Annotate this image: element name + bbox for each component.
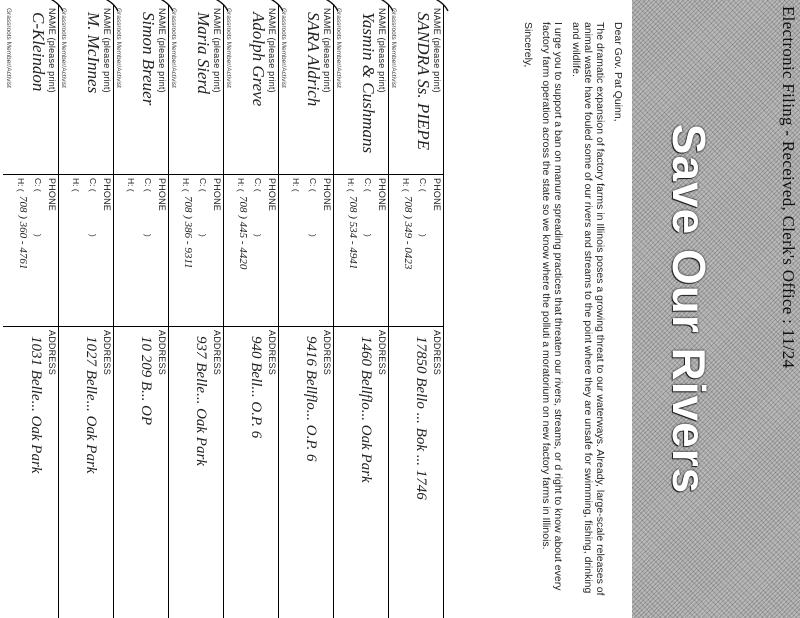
name-label: NAME (please print): [377, 8, 387, 93]
cell-phone-close: ): [418, 234, 428, 237]
cell-phone-close: ): [363, 234, 373, 237]
signature-row: [333, 4, 389, 618]
cell-phone-close: ): [198, 234, 208, 237]
name-label: NAME (please print): [47, 8, 57, 93]
signer-address: 1031 Belle... Oak Park: [28, 336, 44, 474]
signature-row: [278, 4, 334, 618]
letter-salutation: Dear Gov. Pat Quinn,: [612, 22, 624, 122]
home-phone-prefix: H: (: [181, 178, 191, 192]
address-cell: [388, 326, 443, 618]
home-phone-value: 708 ) 445 - 4420: [237, 196, 249, 270]
home-phone-value: 708 ) 534 - 4941: [347, 196, 359, 270]
member-sublabel: Grassroots Member/Activist: [225, 8, 232, 88]
signature-row: [58, 4, 114, 618]
cell-phone-prefix: C: (: [88, 178, 98, 192]
member-sublabel: Grassroots Member/Activist: [115, 8, 122, 88]
signature-row: [113, 4, 169, 618]
name-label: NAME (please print): [322, 8, 332, 93]
home-phone-prefix: H: (: [401, 178, 411, 192]
address-cell: [113, 326, 168, 618]
address-cell: [333, 326, 388, 618]
signer-name: SARA Aldrich: [304, 12, 323, 107]
phone-label: PHONE: [322, 178, 332, 212]
phone-label: PHONE: [47, 178, 57, 212]
petition-letter: [516, 22, 624, 607]
home-phone-value: 708 ) 349 - 0423: [402, 196, 414, 270]
phone-label: PHONE: [157, 178, 167, 212]
member-sublabel: Grassroots Member/Activist: [280, 8, 287, 88]
cell-phone-prefix: C: (: [143, 178, 153, 192]
address-label: ADDRESS: [432, 330, 442, 375]
phone-label: PHONE: [377, 178, 387, 212]
member-sublabel: Grassroots Member/Activist: [390, 8, 397, 88]
home-phone-value: 708 ) 386 - 9311: [182, 196, 194, 269]
name-cell: [58, 4, 113, 175]
address-cell: [278, 326, 333, 618]
home-phone-prefix: H: (: [346, 178, 356, 192]
member-sublabel: Grassroots Member/Activist: [170, 8, 177, 88]
home-phone-prefix: H: (: [71, 178, 81, 192]
letter-paragraph-1: The dramatic expansion of factory farms in Illinois poses a growing threat to our waterways. Already, large-scale releases of animal waste have fouled some of our rivers and streams to the point where they are unsafe for swimming, fishing, drinking and wildlife.: [570, 22, 606, 596]
signer-name: Simon Breuer: [139, 12, 158, 106]
member-sublabel: Grassroots Member/Activist: [60, 8, 67, 88]
letter-closing: Sincerely,: [522, 22, 534, 68]
phone-cell: [168, 174, 223, 327]
name-label: NAME (please print): [267, 8, 277, 93]
phone-cell: [278, 174, 333, 327]
signer-address: 937 Belle... Oak Park: [193, 336, 209, 466]
phone-label: PHONE: [102, 178, 112, 212]
address-label: ADDRESS: [212, 330, 222, 375]
name-cell: [223, 4, 278, 175]
phone-label: PHONE: [267, 178, 277, 212]
signer-name: Adolph Greve: [249, 12, 268, 107]
address-label: ADDRESS: [267, 330, 277, 375]
home-phone-prefix: H: (: [236, 178, 246, 192]
phone-cell: [333, 174, 388, 327]
phone-cell: [388, 174, 443, 327]
cell-phone-close: ): [253, 234, 263, 237]
name-cell: [3, 4, 58, 175]
signer-address: 17850 Bello ... Bok ... 1746: [413, 336, 429, 500]
signature-row: [388, 4, 444, 618]
phone-cell: [58, 174, 113, 327]
home-phone-value: 708 ) 360 - 4761: [17, 196, 29, 270]
cell-phone-close: ): [88, 234, 98, 237]
title-banner: [632, 0, 800, 618]
filing-stamp: Electronic Filing - Received, Clerk's Office : 11/24: [779, 6, 798, 369]
address-label: ADDRESS: [157, 330, 167, 375]
name-cell: [113, 4, 168, 175]
cell-phone-close: ): [143, 234, 153, 237]
letter-paragraph-2: I urge you to support a ban on manure spreading practices that threaten our rivers, streams, or d right to know about every factory farm operation across the state so we know where the polluti a moratorium on new factory farms in Illinois.: [540, 22, 564, 591]
signer-address: 9416 Bellflo... O.P. 6: [303, 336, 319, 462]
signer-address: 1460 Bellflo... Oak Park: [358, 336, 374, 483]
signer-address: 1027 Belle... Oak Park: [83, 336, 99, 474]
signer-name: M. McInnes: [84, 12, 103, 94]
cell-phone-prefix: C: (: [308, 178, 318, 192]
page-title: Save Our Rivers: [663, 123, 715, 495]
name-label: NAME (please print): [212, 8, 222, 93]
address-label: ADDRESS: [322, 330, 332, 375]
cell-phone-prefix: C: (: [253, 178, 263, 192]
member-sublabel: Grassroots Member/Activist: [5, 8, 12, 88]
name-label: NAME (please print): [432, 8, 442, 93]
name-label: NAME (please print): [102, 8, 112, 93]
home-phone-prefix: H: (: [291, 178, 301, 192]
cell-phone-close: ): [308, 234, 318, 237]
name-label: NAME (please print): [157, 8, 167, 93]
signer-name: Yasmin & Cushmans: [359, 12, 378, 154]
phone-label: PHONE: [432, 178, 442, 212]
cell-phone-close: ): [33, 234, 43, 237]
phone-label: PHONE: [212, 178, 222, 212]
address-label: ADDRESS: [377, 330, 387, 375]
address-cell: [223, 326, 278, 618]
signature-form: [0, 4, 444, 618]
address-cell: [3, 326, 58, 618]
signer-name: Maria Sierd: [194, 12, 213, 95]
cell-phone-prefix: C: (: [418, 178, 428, 192]
signature-row: [168, 4, 224, 618]
signer-address: 10 209 B... OP: [138, 336, 154, 426]
address-cell: [168, 326, 223, 618]
signer-name: SANDRA Ss. PIEPE: [414, 12, 433, 151]
home-phone-prefix: H: (: [126, 178, 136, 192]
name-cell: [168, 4, 223, 175]
cell-phone-prefix: C: (: [33, 178, 43, 192]
name-cell: [333, 4, 388, 175]
home-phone-prefix: H: (: [16, 178, 26, 192]
phone-cell: [3, 174, 58, 327]
signature-row: [223, 4, 279, 618]
signer-address: 940 Bell... O.P. 6: [248, 336, 264, 439]
signature-row: [3, 4, 59, 618]
name-cell: [278, 4, 333, 175]
banner-title-wrap: [632, 0, 800, 618]
signer-name: C-Kleindon: [29, 12, 48, 92]
member-sublabel: Grassroots Member/Activist: [335, 8, 342, 88]
address-label: ADDRESS: [47, 330, 57, 375]
phone-cell: [113, 174, 168, 327]
name-cell: [388, 4, 443, 175]
cell-phone-prefix: C: (: [198, 178, 208, 192]
address-cell: [58, 326, 113, 618]
address-label: ADDRESS: [102, 330, 112, 375]
cell-phone-prefix: C: (: [363, 178, 373, 192]
phone-cell: [223, 174, 278, 327]
